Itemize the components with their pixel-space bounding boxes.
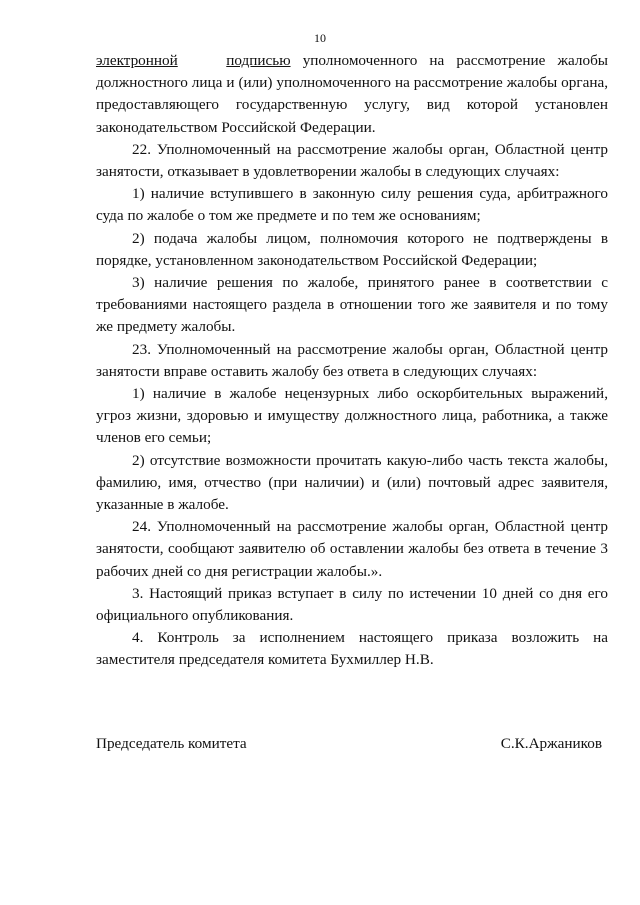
paragraph-item-23-1: 1) наличие в жалобе нецензурных либо оскорбительных выражений, угроз жизни, здоровью и имуществу должностного лица, работника, а также членов его семьи; [96, 385, 608, 447]
document-body [96, 50, 608, 672]
page-number: 10 [314, 31, 326, 45]
paragraph-clause-23: 23. Уполномоченный на рассмотрение жалобы орган, Областной центр занятости вправе оставить жалобу без ответа в следующих случаях: [96, 340, 608, 380]
paragraph-item-22-1: 1) наличие вступившего в законную силу решения суда, арбитражного суда по жалобе о том же предмете и по тем же основаниям; [96, 185, 608, 225]
signatory-name: С.К.Аржаников [500, 735, 602, 752]
paragraph-order-4: 4. Контроль за исполнением настоящего приказа возложить на заместителя председателя комитета Бухмиллер Н.В. [96, 629, 608, 669]
underlined-word: подписью [226, 52, 291, 69]
paragraph-clause-24: 24. Уполномоченный на рассмотрение жалобы орган, Областной центр занятости, сообщают заявителю об оставлении жалобы без ответа в течение 3 рабочих дней со дня регистрации жалобы.». [96, 518, 608, 580]
paragraph-item-22-3: 3) наличие решения по жалобе, принятого ранее в соответствии с требованиями настоящего раздела в отношении того же заявителя и по тому же предмету жалобы. [96, 274, 608, 336]
paragraph-clause-22: 22. Уполномоченный на рассмотрение жалобы орган, Областной центр занятости, отказывает в удовлетворении жалобы в следующих случаях: [96, 140, 608, 181]
paragraph-continuation [96, 50, 608, 139]
paragraph-item-23-2: 2) отсутствие возможности прочитать какую-либо часть текста жалобы, фамилию, имя, отчество (при наличии) и (или) почтовый адрес заявителя, указанные в жалобе. [96, 451, 608, 514]
underlined-word: электронной [96, 52, 178, 69]
signatory-position: Председатель комитета [96, 735, 247, 752]
paragraph-text: уполномоченного на рассмотрение жалобы должностного лица и (или) уполномоченного на рассмотрение жалобы органа, предоставляющего государственную услугу, вид которой установлен законодательством Российской Федерации. [96, 52, 609, 136]
paragraph-order-3: 3. Настоящий приказ вступает в силу по истечении 10 дней со дня его официального опубликования. [96, 584, 608, 625]
paragraph-item-22-2: 2) подача жалобы лицом, полномочия которого не подтверждены в порядке, установленном законодательством Российской Федерации; [96, 229, 608, 269]
